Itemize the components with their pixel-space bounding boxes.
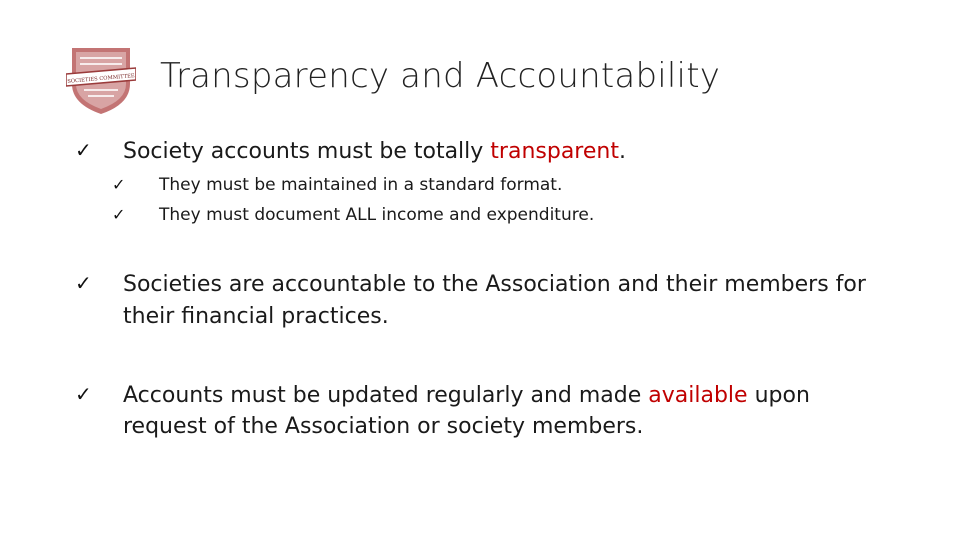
bullet-text: Society accounts must be totally transparent. bbox=[123, 139, 626, 164]
check-icon: ✓ bbox=[75, 382, 92, 406]
bullet-text: Accounts must be updated regularly and made available upon bbox=[123, 383, 810, 408]
sub-bullet-text: They must document ALL income and expenditure. bbox=[159, 205, 595, 225]
shield-crest-logo-icon bbox=[66, 44, 136, 116]
bullet-text-continued: request of the Association or society members. bbox=[123, 414, 644, 439]
page-title: Transparency and Accountability bbox=[160, 56, 721, 96]
highlight-text: available bbox=[648, 383, 748, 408]
check-icon: ✓ bbox=[75, 138, 92, 162]
svg-text:SOCIETIES COMMITTEE: SOCIETIES COMMITTEE bbox=[67, 73, 136, 85]
highlight-text: transparent bbox=[490, 139, 619, 164]
bullet-text: Societies are accountable to the Association and their members for bbox=[123, 272, 866, 297]
check-icon: ✓ bbox=[112, 205, 126, 224]
check-icon: ✓ bbox=[75, 271, 92, 295]
check-icon: ✓ bbox=[112, 175, 126, 194]
bullet-text-continued: their financial practices. bbox=[123, 304, 389, 329]
sub-bullet-text: They must be maintained in a standard format. bbox=[159, 175, 563, 195]
